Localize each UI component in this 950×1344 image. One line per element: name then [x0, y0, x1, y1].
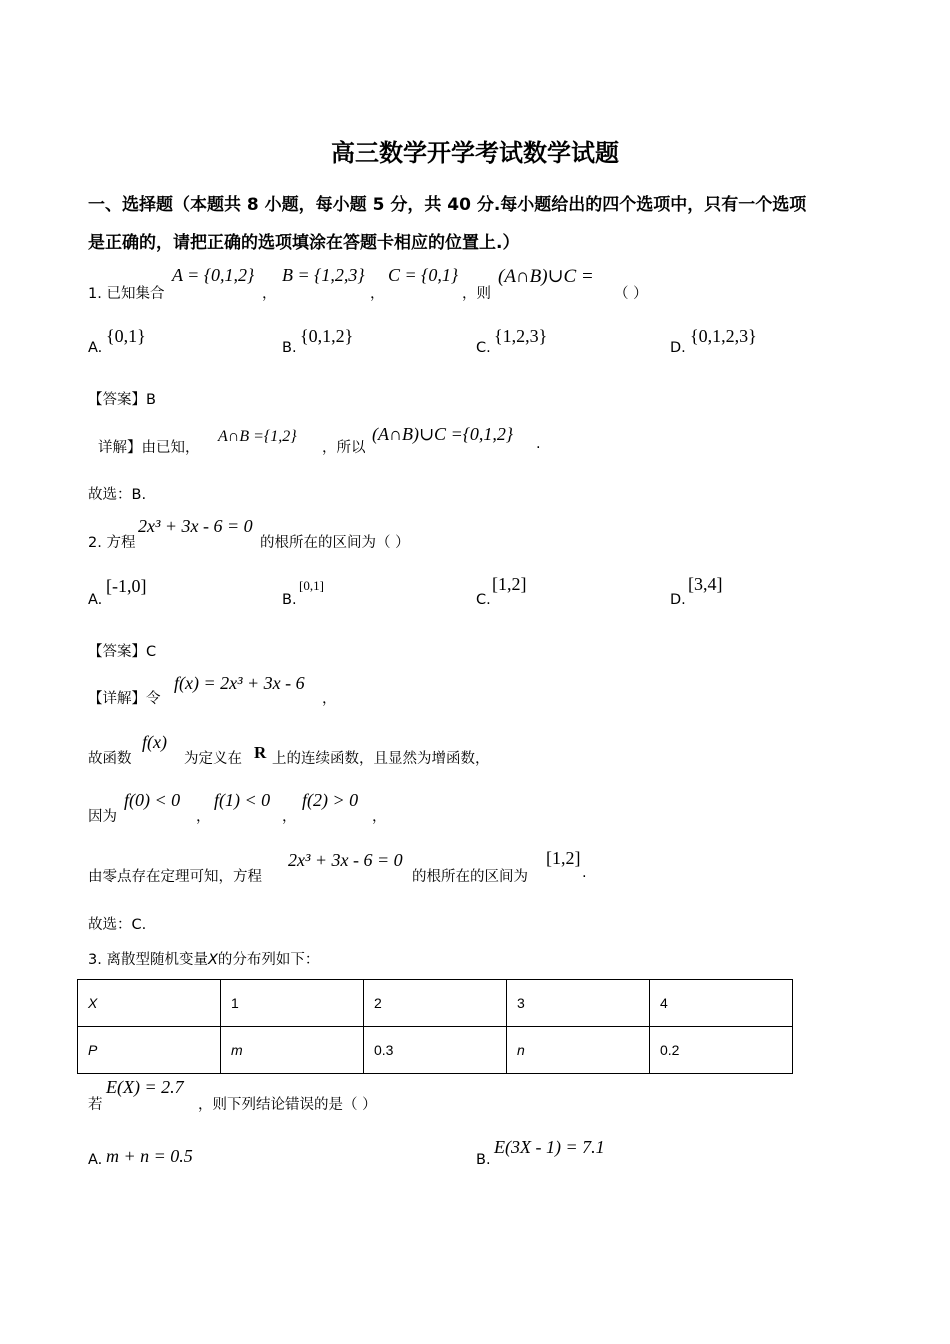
section-header-line1: 一、选择题（本题共 8 小题，每小题 5 分，共 40 分.每小题给出的四个选项中，只有一个选项: [88, 195, 807, 215]
q2-answer: 【答案】C: [88, 644, 157, 660]
q3-cond-suffix: ，则下列结论错误的是（ ）: [198, 1097, 377, 1113]
q2-f1: f(1) < 0: [214, 790, 271, 810]
q2-option-d-value: [3,4]: [688, 574, 723, 594]
q1-option-b-label: B.: [282, 340, 297, 356]
table-cell: P: [78, 1027, 221, 1074]
q1-sep-1: ，: [262, 286, 277, 302]
q2-f2: f(2) > 0: [302, 790, 359, 810]
q1-choose: 故选：B.: [88, 487, 147, 503]
q2-function: f(x) = 2x³ + 3x - 6: [174, 673, 305, 693]
q3-option-a-label: A.: [88, 1152, 103, 1168]
q1-expression: (A∩B)∪C =: [498, 266, 594, 287]
q2-choose: 故选：C.: [88, 917, 147, 933]
q1-paren: （ ）: [614, 286, 648, 302]
q2-detail-comma: ，: [322, 691, 337, 707]
q2-line3-sep2: ，: [282, 809, 297, 825]
q2-line4-equation: 2x³ + 3x - 6 = 0: [288, 850, 403, 870]
table-cell: 2: [364, 980, 507, 1027]
q2-line2-prefix: 故函数: [88, 751, 132, 767]
q2-equation: 2x³ + 3x - 6 = 0: [138, 516, 253, 536]
q2-suffix: 的根所在的区间为（ ）: [260, 535, 410, 551]
q1-set-b: B = {1,2,3}: [282, 265, 365, 285]
q3-prefix: 3. 离散型随机变量: [88, 952, 208, 968]
page-title: 高三数学开学考试数学试题: [331, 138, 619, 167]
q1-option-d-label: D.: [670, 340, 686, 356]
q1-set-c: C = {0,1}: [388, 265, 459, 285]
q2-prefix: 2. 方程: [88, 535, 136, 551]
table-cell: 0.2: [650, 1027, 793, 1074]
q2-line3-sep3: ，: [372, 809, 387, 825]
table-row: [78, 1027, 793, 1074]
q1-option-d-value: {0,1,2,3}: [690, 326, 757, 346]
q2-line4-prefix: 由零点存在定理可知，方程: [88, 869, 262, 885]
table-cell: 3: [507, 980, 650, 1027]
table-cell: 1: [221, 980, 364, 1027]
q2-line3-prefix: 因为: [88, 809, 117, 825]
q2-detail-prefix: 【详解】令: [88, 691, 161, 707]
table-cell: 4: [650, 980, 793, 1027]
table-cell: 0.3: [364, 1027, 507, 1074]
q3-cond-prefix: 若: [88, 1097, 103, 1113]
q3-prefix-wrap: [88, 948, 319, 969]
section-header-line2: 是正确的，请把正确的选项填涂在答题卡相应的位置上.）: [88, 233, 520, 253]
q2-option-a-value: [-1,0]: [106, 576, 147, 596]
q2-option-b-label: B.: [282, 592, 297, 608]
q2-f0: f(0) < 0: [124, 790, 181, 810]
q2-option-b-value: [0,1]: [299, 578, 324, 593]
q1-prefix: 1. 已知集合: [88, 286, 165, 302]
q3-variable: X: [207, 952, 218, 968]
q2-line4-interval: [1,2]: [546, 848, 581, 868]
q1-detail-result: (A∩B)∪C ={0,1,2}: [372, 424, 514, 444]
q1-detail-intersection: A∩B ={1,2}: [218, 428, 297, 445]
distribution-table: [77, 979, 793, 1074]
q3-suffix: 的分布列如下：: [217, 952, 320, 968]
q1-sep-2: ，: [370, 286, 385, 302]
table-cell: X: [78, 980, 221, 1027]
q3-option-b-label: B.: [476, 1152, 491, 1168]
q1-detail-mid: ，所以: [322, 440, 366, 456]
q2-option-a-label: A.: [88, 592, 103, 608]
q3-option-a-value: m + n = 0.5: [106, 1146, 193, 1166]
q2-line2-suffix: 上的连续函数，且显然为增函数，: [272, 751, 490, 767]
q3-option-b-value: E(3X - 1) = 7.1: [494, 1137, 605, 1157]
q2-option-c-value: [1,2]: [492, 574, 527, 594]
q1-answer: 【答案】B: [88, 392, 156, 408]
q1-detail-end: .: [536, 436, 541, 452]
q2-fx: f(x): [142, 732, 167, 752]
q2-line4-period: .: [582, 865, 587, 881]
q2-option-d-label: D.: [670, 592, 686, 608]
q2-line2-mid: 为定义在: [184, 751, 242, 767]
q1-detail-prefix: 详解】由已知，: [98, 440, 200, 456]
q2-real-numbers: R: [254, 743, 267, 762]
table-cell: n: [507, 1027, 650, 1074]
q1-option-a-value: {0,1}: [106, 326, 146, 346]
q1-set-a: A = {0,1,2}: [172, 265, 255, 285]
q1-option-c-label: C.: [476, 340, 491, 356]
table-row: [78, 980, 793, 1027]
q1-option-a-label: A.: [88, 340, 103, 356]
q2-line3-sep1: ，: [196, 809, 211, 825]
table-cell: m: [221, 1027, 364, 1074]
q3-condition: E(X) = 2.7: [106, 1077, 184, 1097]
q2-option-c-label: C.: [476, 592, 491, 608]
q1-option-b-value: {0,1,2}: [300, 326, 354, 346]
q1-then: ，则: [462, 286, 491, 302]
q1-option-c-value: {1,2,3}: [494, 326, 548, 346]
q2-line4-mid: 的根所在的区间为: [412, 869, 528, 885]
